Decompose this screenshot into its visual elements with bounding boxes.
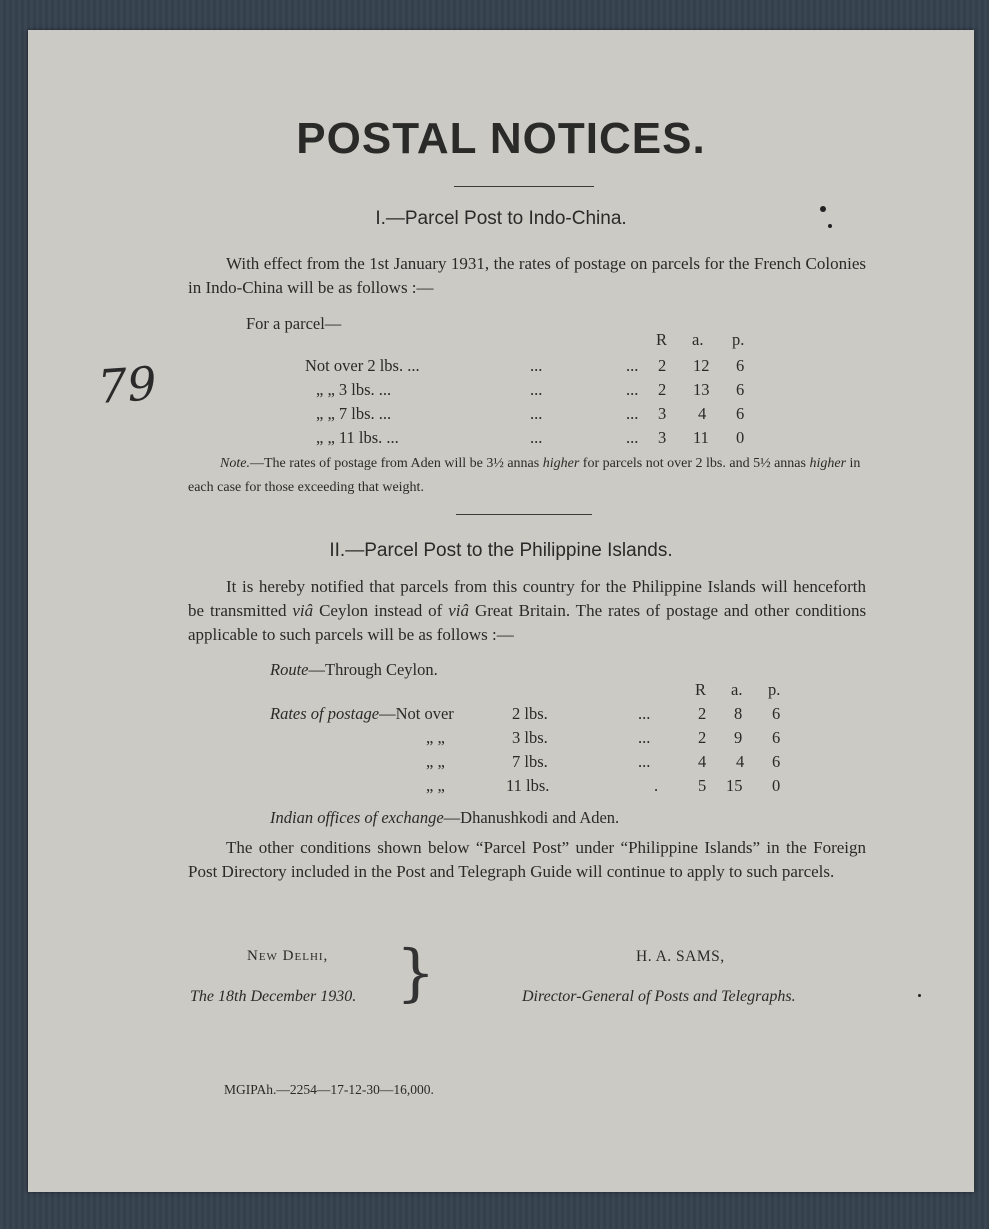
page-title: POSTAL NOTICES. (296, 114, 706, 163)
rates-label-text: Rates of postage (270, 704, 380, 723)
section1-heading: I.—Parcel Post to Indo-China. (375, 208, 627, 229)
rate-row-annas: 8 (734, 704, 743, 723)
signature-office: Director-General of Posts and Telegraphs. (522, 988, 796, 1005)
col-header-rupees: R (695, 680, 707, 699)
rate-row-dots: ... (530, 428, 543, 447)
rate-row-dots: . (654, 776, 659, 795)
rate-row-dots: ... (638, 704, 651, 723)
rate-row-weight: 2 lbs. (512, 704, 548, 723)
rate-row-pies: 6 (736, 404, 745, 423)
section2-paragraph (188, 575, 866, 647)
rate-row-pies: 6 (736, 356, 745, 375)
rate-row-dots: ... (638, 752, 651, 771)
note-text: 5½ annas (753, 456, 806, 471)
col-header-annas: a. (731, 680, 743, 699)
via-emphasis: viâ (292, 601, 314, 620)
col-header-rupees: R (656, 330, 668, 349)
rate-row-label: „ „ (426, 752, 445, 771)
rate-row-label: „ „ (426, 776, 445, 795)
rate-row-rupees: 3 (658, 404, 667, 423)
rate-row-annas: 4 (698, 404, 707, 423)
paragraph-text: It is hereby notified that parcels from this country for the Philippine Islands will henceforth be transmitted (188, 577, 866, 620)
route-label: Route (270, 660, 309, 679)
route-line (270, 660, 438, 680)
rate-row-annas: 11 (693, 428, 709, 447)
notice-sheet (28, 30, 974, 1192)
rate-row-dots: ... (626, 356, 639, 375)
rate-row-pies: 6 (772, 704, 781, 723)
rate-row-pies: 6 (772, 728, 781, 747)
section1-intro: For a parcel— (246, 314, 342, 333)
rate-row-pies: 0 (736, 428, 745, 447)
rates-label (270, 704, 454, 724)
note-text: in each case for those exceeding that weight. (188, 456, 861, 495)
note-emphasis: higher (542, 456, 580, 471)
rate-row-label: Not over 2 lbs. ... (305, 356, 420, 375)
rate-row-annas: 13 (693, 380, 710, 399)
rate-row-label: „ „ (426, 728, 445, 747)
rate-row-annas: 15 (726, 776, 743, 795)
brace-mark: } (396, 936, 436, 1009)
rate-row-dots: ... (626, 404, 639, 423)
exchange-line (270, 808, 619, 828)
note-text: for parcels not over 2 lbs. and (582, 456, 750, 471)
col-header-pies: p. (768, 680, 781, 699)
exchange-text: —Dhanushkodi and Aden. (443, 808, 620, 827)
rate-row-rupees: 2 (698, 728, 707, 747)
ink-speck (918, 994, 921, 997)
section1-paragraph: With effect from the 1st January 1931, the rates of postage on parcels for the French Colonies in Indo-China will be as follows :— (188, 254, 866, 297)
rate-row-rupees: 2 (658, 356, 667, 375)
title-divider (454, 186, 594, 187)
rate-row-annas: 4 (736, 752, 745, 771)
rate-row-rupees: 5 (698, 776, 707, 795)
rates-prefix: —Not over (379, 704, 454, 723)
paragraph-text: Ceylon instead of (319, 601, 443, 620)
col-header-pies: p. (732, 330, 745, 349)
exchange-label: Indian offices of exchange (270, 808, 444, 827)
rate-row-rupees: 2 (698, 704, 707, 723)
rate-row-rupees: 2 (658, 380, 667, 399)
rate-row-rupees: 4 (698, 752, 707, 771)
rate-row-dots: ... (530, 404, 543, 423)
rate-row-label: „ „ 11 lbs. ... (316, 428, 399, 447)
rate-row-dots: ... (530, 380, 543, 399)
rate-row-annas: 12 (693, 356, 710, 375)
rate-row-annas: 9 (734, 728, 743, 747)
rate-row-pies: 0 (772, 776, 781, 795)
rate-row-weight: 11 lbs. (506, 776, 550, 795)
route-text: —Through Ceylon. (308, 660, 438, 679)
rate-row-dots: ... (626, 380, 639, 399)
col-header-annas: a. (692, 330, 704, 349)
via-emphasis: viâ (448, 601, 470, 620)
rate-row-weight: 7 lbs. (512, 752, 548, 771)
rate-row-pies: 6 (772, 752, 781, 771)
signature-place: New Delhi, (247, 948, 329, 964)
note-emphasis: higher (809, 456, 847, 471)
rate-row-pies: 6 (736, 380, 745, 399)
rate-row-label: „ „ 3 lbs. ... (316, 380, 392, 399)
printer-imprint: MGIPAh.—2254—17-12-30—16,000. (224, 1082, 434, 1097)
rate-row-weight: 3 lbs. (512, 728, 548, 747)
handwritten-number: 79 (96, 356, 159, 414)
signature-date: The 18th December 1930. (190, 988, 357, 1005)
signature-name: H. A. SAMS, (636, 948, 725, 965)
rate-row-rupees: 3 (658, 428, 667, 447)
rate-row-dots: ... (638, 728, 651, 747)
rate-row-dots: ... (626, 428, 639, 447)
section2-heading: II.—Parcel Post to the Philippine Islands. (329, 540, 673, 561)
note-text: —The rates of postage from Aden will be 3½ annas (249, 456, 540, 471)
closing-paragraph: The other conditions shown below “Parcel Post” under “Philippine Islands” in the Foreign Post Directory included in the Post and Telegraph Guide will continue to apply to such parcels. (188, 838, 866, 881)
paragraph-text: Great Britain. The rates of postage and other conditions applicable to such parcels will be as follows :— (188, 601, 867, 644)
rate-row-dots: ... (530, 356, 543, 375)
section1-note (188, 452, 868, 500)
rate-row-label: „ „ 7 lbs. ... (316, 404, 392, 423)
section-divider (456, 514, 592, 515)
note-label: Note. (220, 456, 250, 471)
